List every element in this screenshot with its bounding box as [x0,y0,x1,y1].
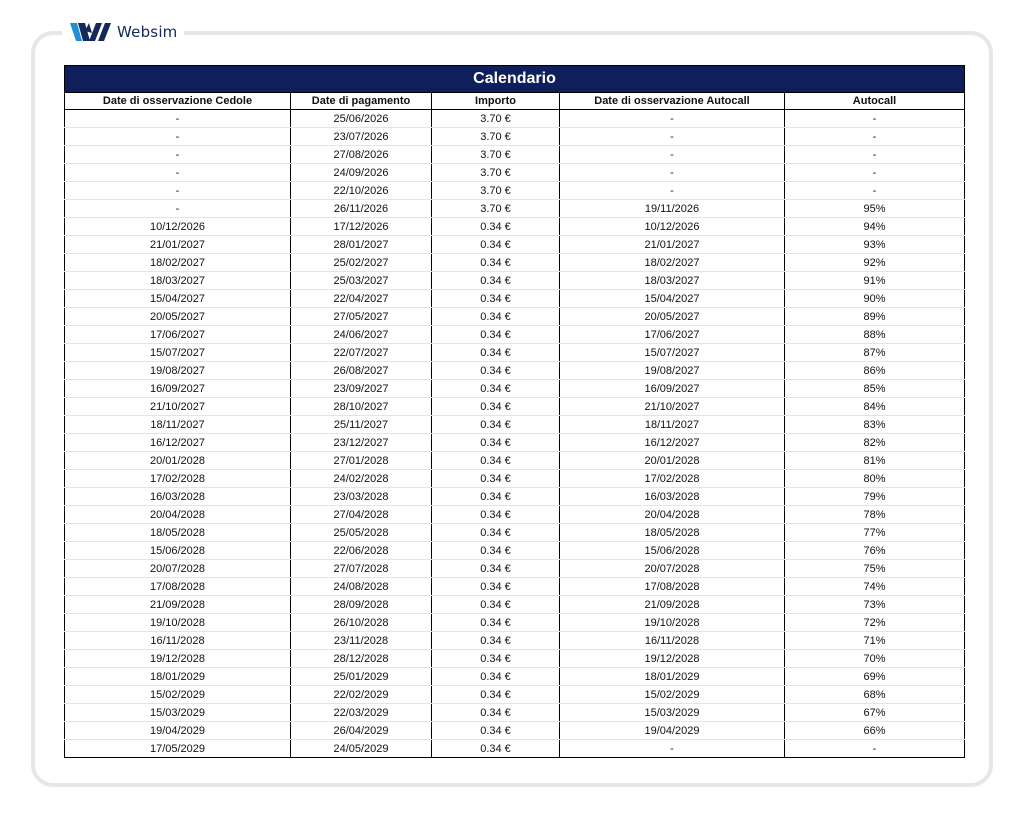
table-cell: 27/04/2028 [291,506,432,524]
table-cell: 79% [785,488,965,506]
table-row [65,704,965,722]
table-cell: 0.34 € [432,218,560,236]
table-row [65,236,965,254]
table-cell: 21/10/2027 [560,398,785,416]
table-row [65,272,965,290]
table-cell: 18/01/2029 [65,668,291,686]
table-cell: 24/08/2028 [291,578,432,596]
table-row [65,218,965,236]
table-cell: 87% [785,344,965,362]
table-cell: 92% [785,254,965,272]
table-cell: 19/12/2028 [65,650,291,668]
table-header-row [65,93,965,110]
table-cell: 21/09/2028 [560,596,785,614]
table-cell: 17/02/2028 [560,470,785,488]
table-cell: 0.34 € [432,686,560,704]
table-cell: 73% [785,596,965,614]
table-cell: 15/06/2028 [65,542,291,560]
table-cell: 3.70 € [432,146,560,164]
table-cell: 0.34 € [432,236,560,254]
table-cell: - [65,164,291,182]
column-header: Importo [432,93,560,110]
table-cell: 21/01/2027 [65,236,291,254]
table-row [65,146,965,164]
table-cell: 0.34 € [432,488,560,506]
table-cell: 25/03/2027 [291,272,432,290]
table-cell: - [560,740,785,758]
table-row [65,596,965,614]
table-cell: 3.70 € [432,164,560,182]
table-title: Calendario [65,66,965,93]
table-cell: 74% [785,578,965,596]
table-cell: 25/01/2029 [291,668,432,686]
table-cell: 81% [785,452,965,470]
table-cell: 0.34 € [432,614,560,632]
table-body [65,110,965,758]
websim-logo-icon [68,19,112,45]
column-header: Autocall [785,93,965,110]
table-cell: 20/07/2028 [560,560,785,578]
table-cell: 24/09/2026 [291,164,432,182]
table-cell: 16/12/2027 [65,434,291,452]
table-cell: 15/02/2029 [65,686,291,704]
table-cell: 0.34 € [432,380,560,398]
table-cell: 18/03/2027 [560,272,785,290]
table-cell: 18/05/2028 [560,524,785,542]
table-cell: 18/11/2027 [65,416,291,434]
table-cell: 3.70 € [432,182,560,200]
table-cell: 0.34 € [432,722,560,740]
table-cell: 22/02/2029 [291,686,432,704]
table-cell: 0.34 € [432,434,560,452]
table-cell: 16/11/2028 [65,632,291,650]
table-cell: 20/07/2028 [65,560,291,578]
table-cell: 90% [785,290,965,308]
table-cell: 23/11/2028 [291,632,432,650]
table-cell: 17/12/2026 [291,218,432,236]
table-cell: 0.34 € [432,416,560,434]
table-row [65,632,965,650]
table-cell: 21/01/2027 [560,236,785,254]
table-row [65,182,965,200]
table-cell: 16/03/2028 [560,488,785,506]
table-cell: 72% [785,614,965,632]
table-cell: 24/06/2027 [291,326,432,344]
table-row [65,308,965,326]
table-cell: 23/07/2026 [291,128,432,146]
table-row [65,524,965,542]
table-cell: 0.34 € [432,524,560,542]
table-cell: 0.34 € [432,506,560,524]
table-cell: 19/08/2027 [560,362,785,380]
table-cell: 0.34 € [432,344,560,362]
table-cell: 94% [785,218,965,236]
table-cell: 10/12/2026 [65,218,291,236]
table-cell: 0.34 € [432,290,560,308]
table-cell: 0.34 € [432,362,560,380]
table-cell: 0.34 € [432,470,560,488]
table-row [65,344,965,362]
table-cell: 0.34 € [432,704,560,722]
table-cell: 21/09/2028 [65,596,291,614]
table-cell: 77% [785,524,965,542]
table-cell: 20/04/2028 [65,506,291,524]
table-cell: 88% [785,326,965,344]
table-cell: 68% [785,686,965,704]
table-row [65,452,965,470]
table-cell: 0.34 € [432,740,560,758]
table-cell: 15/06/2028 [560,542,785,560]
table-cell: 20/01/2028 [65,452,291,470]
table-cell: 83% [785,416,965,434]
table-cell: 10/12/2026 [560,218,785,236]
table-cell: 16/09/2027 [65,380,291,398]
table-cell: 16/12/2027 [560,434,785,452]
table-cell: 67% [785,704,965,722]
table-cell: 0.34 € [432,668,560,686]
table-cell: - [785,182,965,200]
table-cell: 19/04/2029 [65,722,291,740]
table-cell: 0.34 € [432,596,560,614]
table-cell: 23/09/2027 [291,380,432,398]
table-cell: 22/06/2028 [291,542,432,560]
table-cell: 69% [785,668,965,686]
table-row [65,578,965,596]
table-cell: - [785,128,965,146]
brand-name: Websim [117,23,178,41]
table-cell: 71% [785,632,965,650]
table-cell: 75% [785,560,965,578]
table-row [65,614,965,632]
table-row [65,506,965,524]
table-row [65,650,965,668]
table-cell: 19/12/2028 [560,650,785,668]
table-row [65,110,965,128]
table-cell: 0.34 € [432,398,560,416]
table-cell: 22/10/2026 [291,182,432,200]
table-cell: 86% [785,362,965,380]
table-title-row [65,66,965,93]
table-cell: 89% [785,308,965,326]
table-cell: 84% [785,398,965,416]
table-cell: 28/12/2028 [291,650,432,668]
table-cell: 0.34 € [432,326,560,344]
table-cell: 22/03/2029 [291,704,432,722]
table-cell: 19/08/2027 [65,362,291,380]
table-cell: 26/10/2028 [291,614,432,632]
table-cell: 20/01/2028 [560,452,785,470]
table-cell: 18/05/2028 [65,524,291,542]
table-cell: 18/11/2027 [560,416,785,434]
table-cell: 17/06/2027 [65,326,291,344]
table-cell: 19/04/2029 [560,722,785,740]
table-cell: 17/08/2028 [560,578,785,596]
table-cell: 0.34 € [432,650,560,668]
table-cell: 28/09/2028 [291,596,432,614]
table-cell: - [65,182,291,200]
table-cell: 19/10/2028 [65,614,291,632]
table-cell: 0.34 € [432,578,560,596]
table-cell: 22/04/2027 [291,290,432,308]
table-cell: 76% [785,542,965,560]
table-cell: 19/10/2028 [560,614,785,632]
table-cell: 20/04/2028 [560,506,785,524]
table-cell: 95% [785,200,965,218]
table-cell: 0.34 € [432,632,560,650]
table-cell: 0.34 € [432,560,560,578]
table-cell: 15/03/2029 [65,704,291,722]
table-cell: 18/02/2027 [560,254,785,272]
table-cell: 70% [785,650,965,668]
table-row [65,470,965,488]
table-cell: 27/01/2028 [291,452,432,470]
table-cell: 18/03/2027 [65,272,291,290]
table-cell: 17/08/2028 [65,578,291,596]
table-row [65,164,965,182]
table-cell: 24/05/2029 [291,740,432,758]
table-cell: 85% [785,380,965,398]
table-cell: 15/04/2027 [65,290,291,308]
table-cell: 24/02/2028 [291,470,432,488]
column-header: Date di pagamento [291,93,432,110]
table-cell: 0.34 € [432,542,560,560]
table-cell: 0.34 € [432,272,560,290]
table-cell: 80% [785,470,965,488]
table-cell: 15/07/2027 [65,344,291,362]
table-row [65,128,965,146]
table-cell: 25/05/2028 [291,524,432,542]
calendar-table-container [64,65,964,758]
table-cell: 25/11/2027 [291,416,432,434]
table-row [65,416,965,434]
table-cell: 16/03/2028 [65,488,291,506]
table-cell: 25/02/2027 [291,254,432,272]
column-header: Date di osservazione Autocall [560,93,785,110]
table-cell: 22/07/2027 [291,344,432,362]
table-cell: 20/05/2027 [65,308,291,326]
table-cell: 15/07/2027 [560,344,785,362]
table-cell: - [65,200,291,218]
table-row [65,434,965,452]
table-cell: - [560,164,785,182]
table-cell: 93% [785,236,965,254]
table-cell: 16/09/2027 [560,380,785,398]
table-cell: 16/11/2028 [560,632,785,650]
table-cell: 28/10/2027 [291,398,432,416]
table-cell: - [65,146,291,164]
table-cell: - [785,740,965,758]
table-row [65,668,965,686]
table-cell: 26/08/2027 [291,362,432,380]
table-cell: 21/10/2027 [65,398,291,416]
table-cell: - [65,128,291,146]
table-cell: - [560,182,785,200]
table-cell: - [560,146,785,164]
calendar-table [64,65,965,758]
table-cell: 82% [785,434,965,452]
table-cell: 18/01/2029 [560,668,785,686]
table-cell: 0.34 € [432,452,560,470]
table-cell: 26/11/2026 [291,200,432,218]
table-cell: 91% [785,272,965,290]
table-cell: 15/02/2029 [560,686,785,704]
table-cell: 3.70 € [432,200,560,218]
table-cell: 23/12/2027 [291,434,432,452]
table-cell: - [560,110,785,128]
table-row [65,560,965,578]
table-cell: - [785,164,965,182]
table-cell: 27/05/2027 [291,308,432,326]
table-cell: 3.70 € [432,110,560,128]
table-row [65,686,965,704]
table-cell: 17/06/2027 [560,326,785,344]
table-cell: 3.70 € [432,128,560,146]
table-cell: - [560,128,785,146]
table-row [65,380,965,398]
table-cell: 27/08/2026 [291,146,432,164]
table-cell: 25/06/2026 [291,110,432,128]
table-row [65,722,965,740]
table-row [65,326,965,344]
table-cell: 0.34 € [432,308,560,326]
table-cell: 15/03/2029 [560,704,785,722]
table-cell: 78% [785,506,965,524]
table-cell: 28/01/2027 [291,236,432,254]
column-header: Date di osservazione Cedole [65,93,291,110]
table-cell: 17/05/2029 [65,740,291,758]
table-cell: 27/07/2028 [291,560,432,578]
table-row [65,398,965,416]
table-cell: 23/03/2028 [291,488,432,506]
table-row [65,740,965,758]
table-cell: 66% [785,722,965,740]
table-row [65,488,965,506]
table-row [65,542,965,560]
table-row [65,362,965,380]
table-row [65,290,965,308]
table-cell: 0.34 € [432,254,560,272]
table-cell: - [785,110,965,128]
table-cell: 20/05/2027 [560,308,785,326]
table-cell: - [785,146,965,164]
table-cell: 17/02/2028 [65,470,291,488]
table-cell: 18/02/2027 [65,254,291,272]
table-cell: 26/04/2029 [291,722,432,740]
table-row [65,254,965,272]
websim-logo [62,18,184,46]
table-row [65,200,965,218]
table-cell: - [65,110,291,128]
table-cell: 15/04/2027 [560,290,785,308]
table-cell: 19/11/2026 [560,200,785,218]
